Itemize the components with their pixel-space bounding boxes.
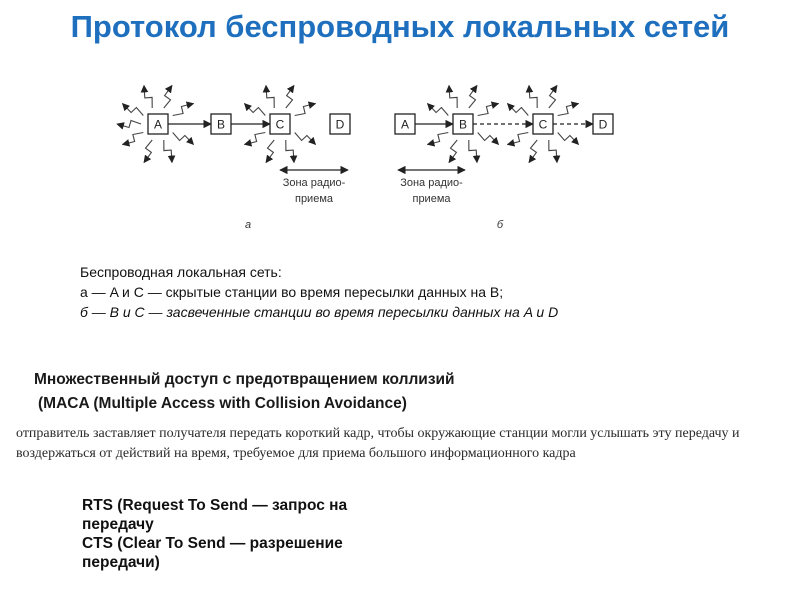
wireless-diagram [110,78,630,238]
station-box-d [330,114,350,134]
radio-ray-1-1-6 [449,140,457,163]
radio-ray-0-0-4 [173,133,194,145]
radio-ray-1-2-7 [508,133,529,145]
radio-ray-0-0-6 [144,140,152,163]
radio-ray-0-0-7 [123,133,144,145]
radio-ray-1-2-1 [529,86,537,109]
zone-label-line: приема [294,193,334,205]
radio-ray-0-2-5 [286,140,294,163]
radio-ray-0-2-4 [295,133,316,145]
radio-ray-0-0-1 [144,86,152,109]
radio-ray-0-0-8 [117,121,141,128]
station-boxes [148,114,613,134]
maca-heading [34,368,594,416]
radio-ray-0-2-0 [245,104,266,116]
radio-ray-1-1-7 [428,133,449,145]
radio-ray-1-2-5 [549,140,557,163]
zone-label-line: приема [412,193,451,205]
cts-definition: CTS (Clear To Send — разрешение передачи) [82,535,343,571]
figure-caption [80,262,720,322]
station-label: A [153,117,163,132]
station-box-a [395,114,415,134]
radio-ray-1-1-4 [478,133,499,145]
caption-line-1: Беспроводная локальная сеть: [80,264,282,280]
station-box-b [211,114,231,134]
zone-label-line: Зона радио- [400,177,463,189]
caption-line-2: а — A и C — скрытые станции во время пересылки данных на B; [80,284,504,300]
radio-ray-0-2-6 [266,140,274,163]
radio-ray-0-2-7 [245,133,266,145]
rts-definition: RTS (Request To Send — запрос на передачу [82,497,348,533]
station-label: D [598,117,608,132]
radio-ray-0-0-3 [173,104,194,116]
radio-ray-1-1-5 [469,140,477,163]
station-label: B [458,117,468,132]
station-label: A [400,117,410,132]
maca-heading-line-1: Множественный доступ с предотвращением коллизий [34,371,455,388]
station-box-c [533,114,553,134]
station-label: C [275,117,285,132]
radio-ray-1-1-0 [428,104,449,116]
station-box-b [453,114,473,134]
radio-zones [245,170,504,231]
maca-heading-line-2: (MACA (Multiple Access with Collision Avoidance) [38,395,407,412]
radio-ray-0-0-0 [123,104,144,116]
radio-ray-1-1-2 [469,86,477,109]
station-box-a [148,114,168,134]
radio-ray-1-2-2 [549,86,557,109]
radio-ray-0-0-2 [164,86,172,109]
radio-ray-1-2-0 [508,104,529,116]
radio-ray-0-2-3 [295,104,316,116]
radio-ray-1-1-3 [478,104,499,116]
radio-ray-0-0-5 [164,140,172,163]
radio-ray-0-2-1 [266,86,274,109]
station-label: C [538,117,548,132]
panel-label-0: а [244,219,252,231]
station-box-d [593,114,613,134]
radio-zone-1 [398,170,465,205]
page-title: Протокол беспроводных локальных сетей [70,9,730,44]
maca-description: отправитель заставляет получателя передать короткий кадр, чтобы окружающие станции могли услышать эту передачу и воздержаться от действий на время, требуемое для приема большого информационного кадра [16,426,740,461]
station-box-c [270,114,290,134]
radio-zone-0 [280,170,348,205]
radio-ray-1-2-6 [529,140,537,163]
station-label: D [335,117,345,132]
radio-ray-1-1-1 [449,86,457,109]
panel-label-1: б [496,219,504,231]
radio-ray-1-2-4 [558,133,579,145]
station-label: B [216,117,226,132]
radio-ray-1-2-3 [558,104,579,116]
radio-ray-0-2-2 [286,86,294,109]
zone-label-line: Зона радио- [282,177,346,189]
caption-line-3: б — B и C — засвеченные станции во время пересылки данных на A и D [80,304,559,320]
